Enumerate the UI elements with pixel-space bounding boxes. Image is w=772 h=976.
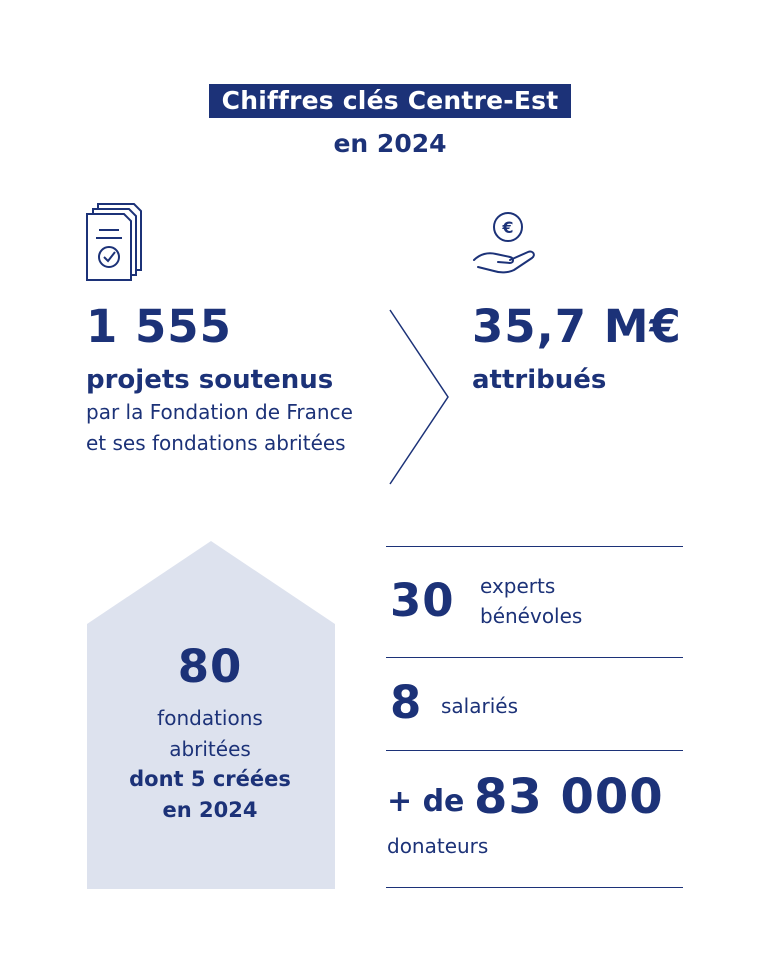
experts-label-line1: experts (480, 574, 556, 598)
experts-label-line2: bénévoles (480, 604, 583, 628)
divider (386, 657, 683, 658)
foundations-line2: abritées (169, 737, 251, 761)
projects-description-line1: par la Fondation de France (86, 400, 353, 424)
divider (386, 546, 683, 547)
donors-prefix: + de (387, 784, 465, 819)
amount-label: attribués (472, 365, 607, 395)
projects-description-line2: et ses fondations abritées (86, 431, 346, 455)
divider (386, 750, 683, 751)
documents-check-icon (84, 200, 146, 282)
projects-label: projets soutenus (86, 365, 334, 395)
projects-number: 1 555 (86, 300, 232, 353)
donors-label: donateurs (387, 834, 489, 858)
foundations-line4: en 2024 (162, 798, 258, 822)
foundations-line3: dont 5 créées (129, 767, 291, 791)
page-subtitle: en 2024 (333, 129, 447, 158)
employees-label: salariés (441, 694, 518, 718)
foundations-line1: fondations (157, 706, 263, 730)
experts-number: 30 (390, 574, 455, 627)
page-title: Chiffres clés Centre-Est (209, 84, 571, 118)
donors-number: 83 000 (474, 769, 664, 825)
amount-number: 35,7 M€ (472, 300, 682, 353)
divider (386, 887, 683, 888)
hand-euro-coin-icon (470, 210, 542, 276)
foundations-number: 80 (177, 640, 243, 693)
employees-number: 8 (390, 676, 423, 729)
chevron-right-divider (386, 308, 452, 486)
svg-text:€: € (502, 218, 514, 237)
